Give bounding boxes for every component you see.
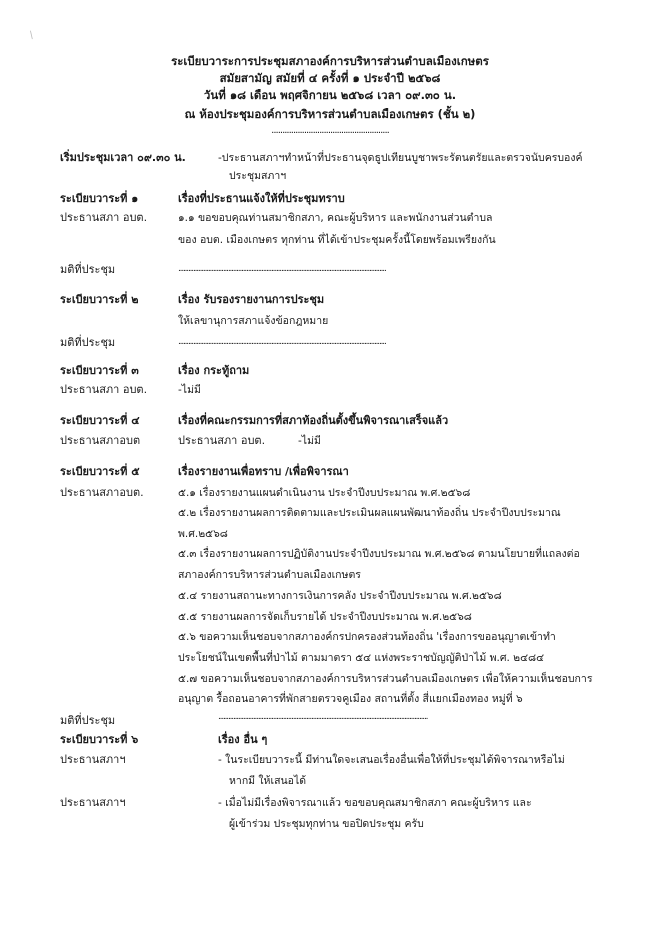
agenda-3-label: ระเบียบวาระที่ ๓ xyxy=(60,364,139,377)
agenda-5-item: ๕.๕ รายงานผลการจัดเก็บรายได้ ประจำปีงบประมาณ พ.ศ.๒๕๖๘ xyxy=(178,611,472,623)
agenda-6-speaker-2: ประธานสภาฯ xyxy=(60,796,126,809)
agenda-5-item: สภาองค์การบริหารส่วนตำบลเมืองเกษตร xyxy=(178,569,361,581)
agenda-6-text-4: ผู้เข้าร่วม ประชุมทุกท่าน ขอปิดประชุม ครับ xyxy=(229,818,424,830)
agenda-1-resolution: มติที่ประชุม xyxy=(60,263,116,276)
agenda-4-speaker: ประธานสภาอบต xyxy=(60,434,141,447)
agenda-5-label: ระเบียบวาระที่ ๕ xyxy=(60,465,140,478)
agenda-2-text-1: ให้เลขานุการสภาแจ้งข้อกฎหมาย xyxy=(178,315,329,327)
title-line-4: ณ ห้องประชุมองค์การบริหารส่วนตำบลเมืองเกษตร (ชั้น ๒) xyxy=(184,107,476,121)
agenda-5-resolution: มติที่ประชุม xyxy=(60,714,116,727)
title-rule: ...................................................... xyxy=(271,125,389,136)
scan-mark: / xyxy=(27,29,36,42)
agenda-4-label: ระเบียบวาระที่ ๔ xyxy=(60,414,140,427)
agenda-5-item: ๕.๒ เรื่องรายงานผลการติดตามและประเมินผลแผนพัฒนาท้องถิ่น ประจำปีงบประมาณ xyxy=(178,507,561,519)
agenda-3-title: เรื่อง กระทู้ถาม xyxy=(178,364,250,377)
agenda-2-dots: ............................................................................................................................. xyxy=(178,337,386,347)
agenda-6-speaker-1: ประธานสภาฯ xyxy=(60,753,126,766)
title-line-2: สมัยสามัญ สมัยที่ ๔ ครั้งที่ ๑ ประจำปี ๒๕๖๘ xyxy=(219,71,441,85)
agenda-6-text-1: - ในระเบียบวาระนี้ มีท่านใดจะเสนอเรื่องอื่นเพื่อให้ที่ประชุมได้พิจารณาหรือไม่ xyxy=(218,754,565,766)
agenda-5-item: อนุญาต รื้อถอนอาคารที่พักสายตรวจคูเมือง สถานที่ตั้ง สี่แยกเมืองทอง หมู่ที่ ๖ xyxy=(178,693,523,705)
opening-text-1: -ประธานสภาฯทำหน้าที่ประธานจุดธูปเทียนบูชาพระรัตนตรัยและตรวจนับครบองค์ xyxy=(218,152,583,164)
agenda-5-item: ประโยชน์ในเขตพื้นที่ป่าไม้ ตามมาตรา ๕๔ แห่งพระราชบัญญัติป่าไม้ พ.ศ. ๒๔๘๔ xyxy=(178,652,545,664)
agenda-4-text-2: -ไม่มี xyxy=(298,435,321,447)
agenda-5-item: ๕.๗ ขอความเห็นชอบจากสภาองค์การบริหารส่วนตำบลเมืองเกษตร เพื่อให้ความเห็นชอบการ xyxy=(178,673,593,685)
agenda-6-text-3: - เมื่อไม่มีเรื่องพิจารณาแล้ว ขอขอบคุณสมาชิกสภา คณะผู้บริหาร และ xyxy=(218,797,532,809)
agenda-3-speaker: ประธานสภา อบต. xyxy=(60,383,148,396)
agenda-2-label: ระเบียบวาระที่ ๒ xyxy=(60,293,139,306)
agenda-5-item: พ.ศ.๒๕๖๘ xyxy=(178,528,228,540)
agenda-4-title: เรื่องที่คณะกรรมการที่สภาท้องถิ่นตั้งขึ้นพิจารณาเสร็จแล้ว xyxy=(178,414,449,427)
agenda-1-speaker: ประธานสภา อบต. xyxy=(60,211,148,224)
agenda-5-title: เรื่องรายงานเพื่อทราบ /เพื่อพิจารณา xyxy=(178,465,349,478)
agenda-1-text-1: ๑.๑ ขอขอบคุณท่านสมาชิกสภา, คณะผู้บริหาร และพนักงานส่วนตำบล xyxy=(178,212,493,224)
agenda-1-dots: ............................................................................................................................. xyxy=(178,264,386,274)
agenda-1-title: เรื่องที่ประธานแจ้งให้ที่ประชุมทราบ xyxy=(178,192,345,205)
agenda-1-text-2: ของ อบต. เมืองเกษตร ทุกท่าน ที่ได้เข้าประชุมครั้งนี้โดยพร้อมเพรียงกัน xyxy=(178,234,496,246)
agenda-5-dots: .............................................................................................................................. xyxy=(218,712,428,722)
agenda-2-title: เรื่อง รับรองรายงานการประชุม xyxy=(178,293,325,306)
agenda-1-label: ระเบียบวาระที่ ๑ xyxy=(60,192,139,205)
agenda-5-item: ๕.๓ เรื่องรายงานผลการปฏิบัติงานประจำปีงบประมาณ พ.ศ.๒๕๖๘ ตามนโยบายที่แถลงต่อ xyxy=(178,548,580,560)
agenda-6-text-2: หากมี ให้เสนอได้ xyxy=(229,775,307,787)
agenda-5-speaker: ประธานสภาอบต. xyxy=(60,486,144,499)
agenda-6-title: เรื่อง อื่น ๆ xyxy=(218,733,268,746)
agenda-5-item: ๕.๖ ขอความเห็นชอบจากสภาองค์กรปกครองส่วนท้องถิ่น 'เรื่องการขออนุญาตเข้าทำ xyxy=(178,631,556,643)
agenda-5-item: ๕.๔ รายงานสถานะทางการเงินการคลัง ประจำปีงบประมาณ พ.ศ.๒๕๖๘ xyxy=(178,590,502,602)
title-line-1: ระเบียบวาระการประชุมสภาองค์การบริหารส่วนตำบลเมืองเกษตร xyxy=(171,54,489,68)
agenda-2-resolution: มติที่ประชุม xyxy=(60,336,116,349)
opening-label: เริ่มประชุมเวลา ๐๙.๓๐ น. xyxy=(60,151,186,164)
agenda-3-text-1: -ไม่มี xyxy=(178,384,201,396)
title-line-3: วันที่ ๑๘ เดือน พฤศจิกายน ๒๕๖๘ เวลา ๐๙.๓๐ น. xyxy=(203,88,457,102)
agenda-6-label: ระเบียบวาระที่ ๖ xyxy=(60,733,139,746)
agenda-4-text-1: ประธานสภา อบต. xyxy=(178,434,266,447)
agenda-5-item: ๕.๑ เรื่องรายงานแผนดำเนินงาน ประจำปีงบประมาณ พ.ศ.๒๕๖๘ xyxy=(178,487,471,499)
opening-text-2: ประชุมสภาฯ xyxy=(229,170,287,182)
